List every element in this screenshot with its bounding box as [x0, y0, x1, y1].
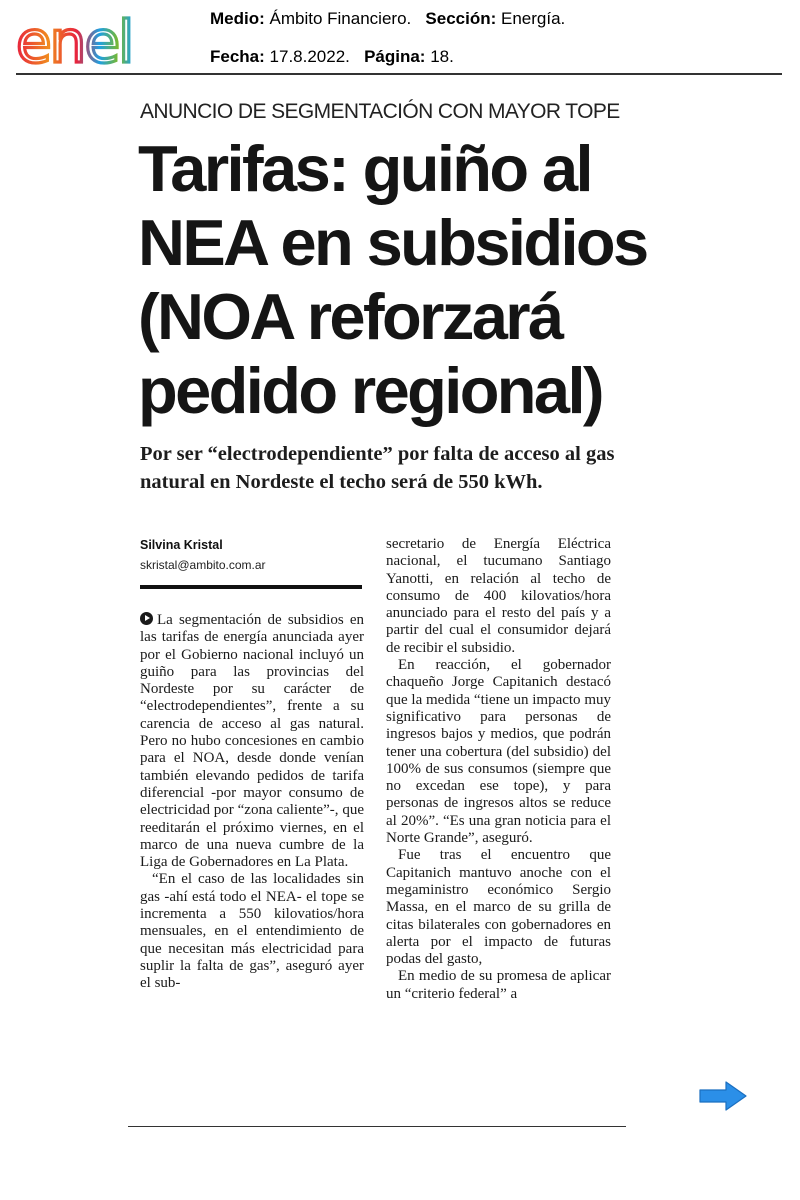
article-column-2	[386, 536, 611, 1003]
paragraph-text: La segmentación de subsidios en las tarifas de energía anunciada ayer por el Gobierno nacional incluyó un guiño para las provincias del Nordeste por su carácter de “electrodependientes”, frente a su carencia de acceso al gas natural. Pero no hubo concesiones en cambio para el NOA, desde donde venían también elevando pedidos de tarifa diferencial -por mayor consumo de electricidad por “zona caliente”-, que reeditarán el próximo viernes, en el marco de una nueva cumbre de la Liga de Gobernadores en La Plata.	[140, 612, 364, 871]
clipping-header	[0, 0, 800, 76]
paragraph: Fue tras el encuentro que Capitanich mantuvo anoche con el megaministro económico Sergio Massa, en el marco de su grilla de citas bilaterales con gobernadores en alerta por el impacto de futuras podas del gasto,	[386, 847, 611, 968]
medio-label: Medio:	[210, 9, 265, 28]
article-subtitle: Por ser “electrodependiente” por falta de acceso al gas natural en Nordeste el techo será de 550 kWh.	[140, 443, 615, 493]
article-column-1	[140, 612, 364, 993]
article-bottom-rule	[128, 1126, 626, 1127]
medio-value: Ámbito Financiero.	[269, 9, 412, 28]
medio-seccion-line	[210, 9, 565, 29]
next-arrow-icon[interactable]	[698, 1080, 748, 1112]
article-title: Tarifas: guiño al NEA en subsidios (NOA reforzará pedido regional)	[138, 132, 647, 427]
author-name: Silvina Kristal	[140, 538, 223, 552]
seccion-value: Energía.	[501, 9, 566, 28]
byline-divider	[140, 585, 362, 589]
paragraph: secretario de Energía Eléctrica nacional, el tucumano Santiago Yanotti, en relación al techo de consumo de 400 kilovatios/hora anunciado para el resto del país y a partir del cual el consumidor dejará de recibir el subsidio.	[386, 536, 611, 656]
article-kicker: ANUNCIO DE SEGMENTACIÓN CON MAYOR TOPE	[140, 100, 620, 123]
paragraph	[140, 612, 364, 871]
fecha-value: 17.8.2022.	[269, 47, 350, 66]
paragraph: “En el caso de las localidades sin gas -ahí está todo el NEA- el tope se incrementa a 550 kilovatios/hora mensuales, en el entendimiento de que necesitan más electricidad para suplir la falta de gas”, aseguró ayer el sub-	[140, 871, 364, 992]
enel-logo	[16, 8, 172, 70]
logo-wordmark: enel	[16, 8, 133, 70]
fecha-label: Fecha:	[210, 47, 265, 66]
header-divider	[16, 73, 782, 75]
paragraph: En medio de su promesa de aplicar un “criterio federal” a	[386, 968, 611, 1002]
author-email: skristal@ambito.com.ar	[140, 558, 266, 572]
paragraph: En reacción, el gobernador chaqueño Jorge Capitanich destacó que la medida “tiene un impacto muy significativo para personas de ingresos bajos y medios, que podrán tener una cobertura (del subsidio) del 100% de sus consumos (siempre que no excedan ese tope), y para personas de ingresos altos se reduce al 20%”. “Es una gran noticia para el Norte Grande”, aseguró.	[386, 657, 611, 847]
seccion-label: Sección:	[425, 9, 497, 28]
play-bullet-icon	[140, 612, 153, 625]
pagina-value: 18.	[430, 47, 454, 66]
pagina-label: Página:	[364, 47, 426, 66]
fecha-pagina-line	[210, 47, 454, 67]
